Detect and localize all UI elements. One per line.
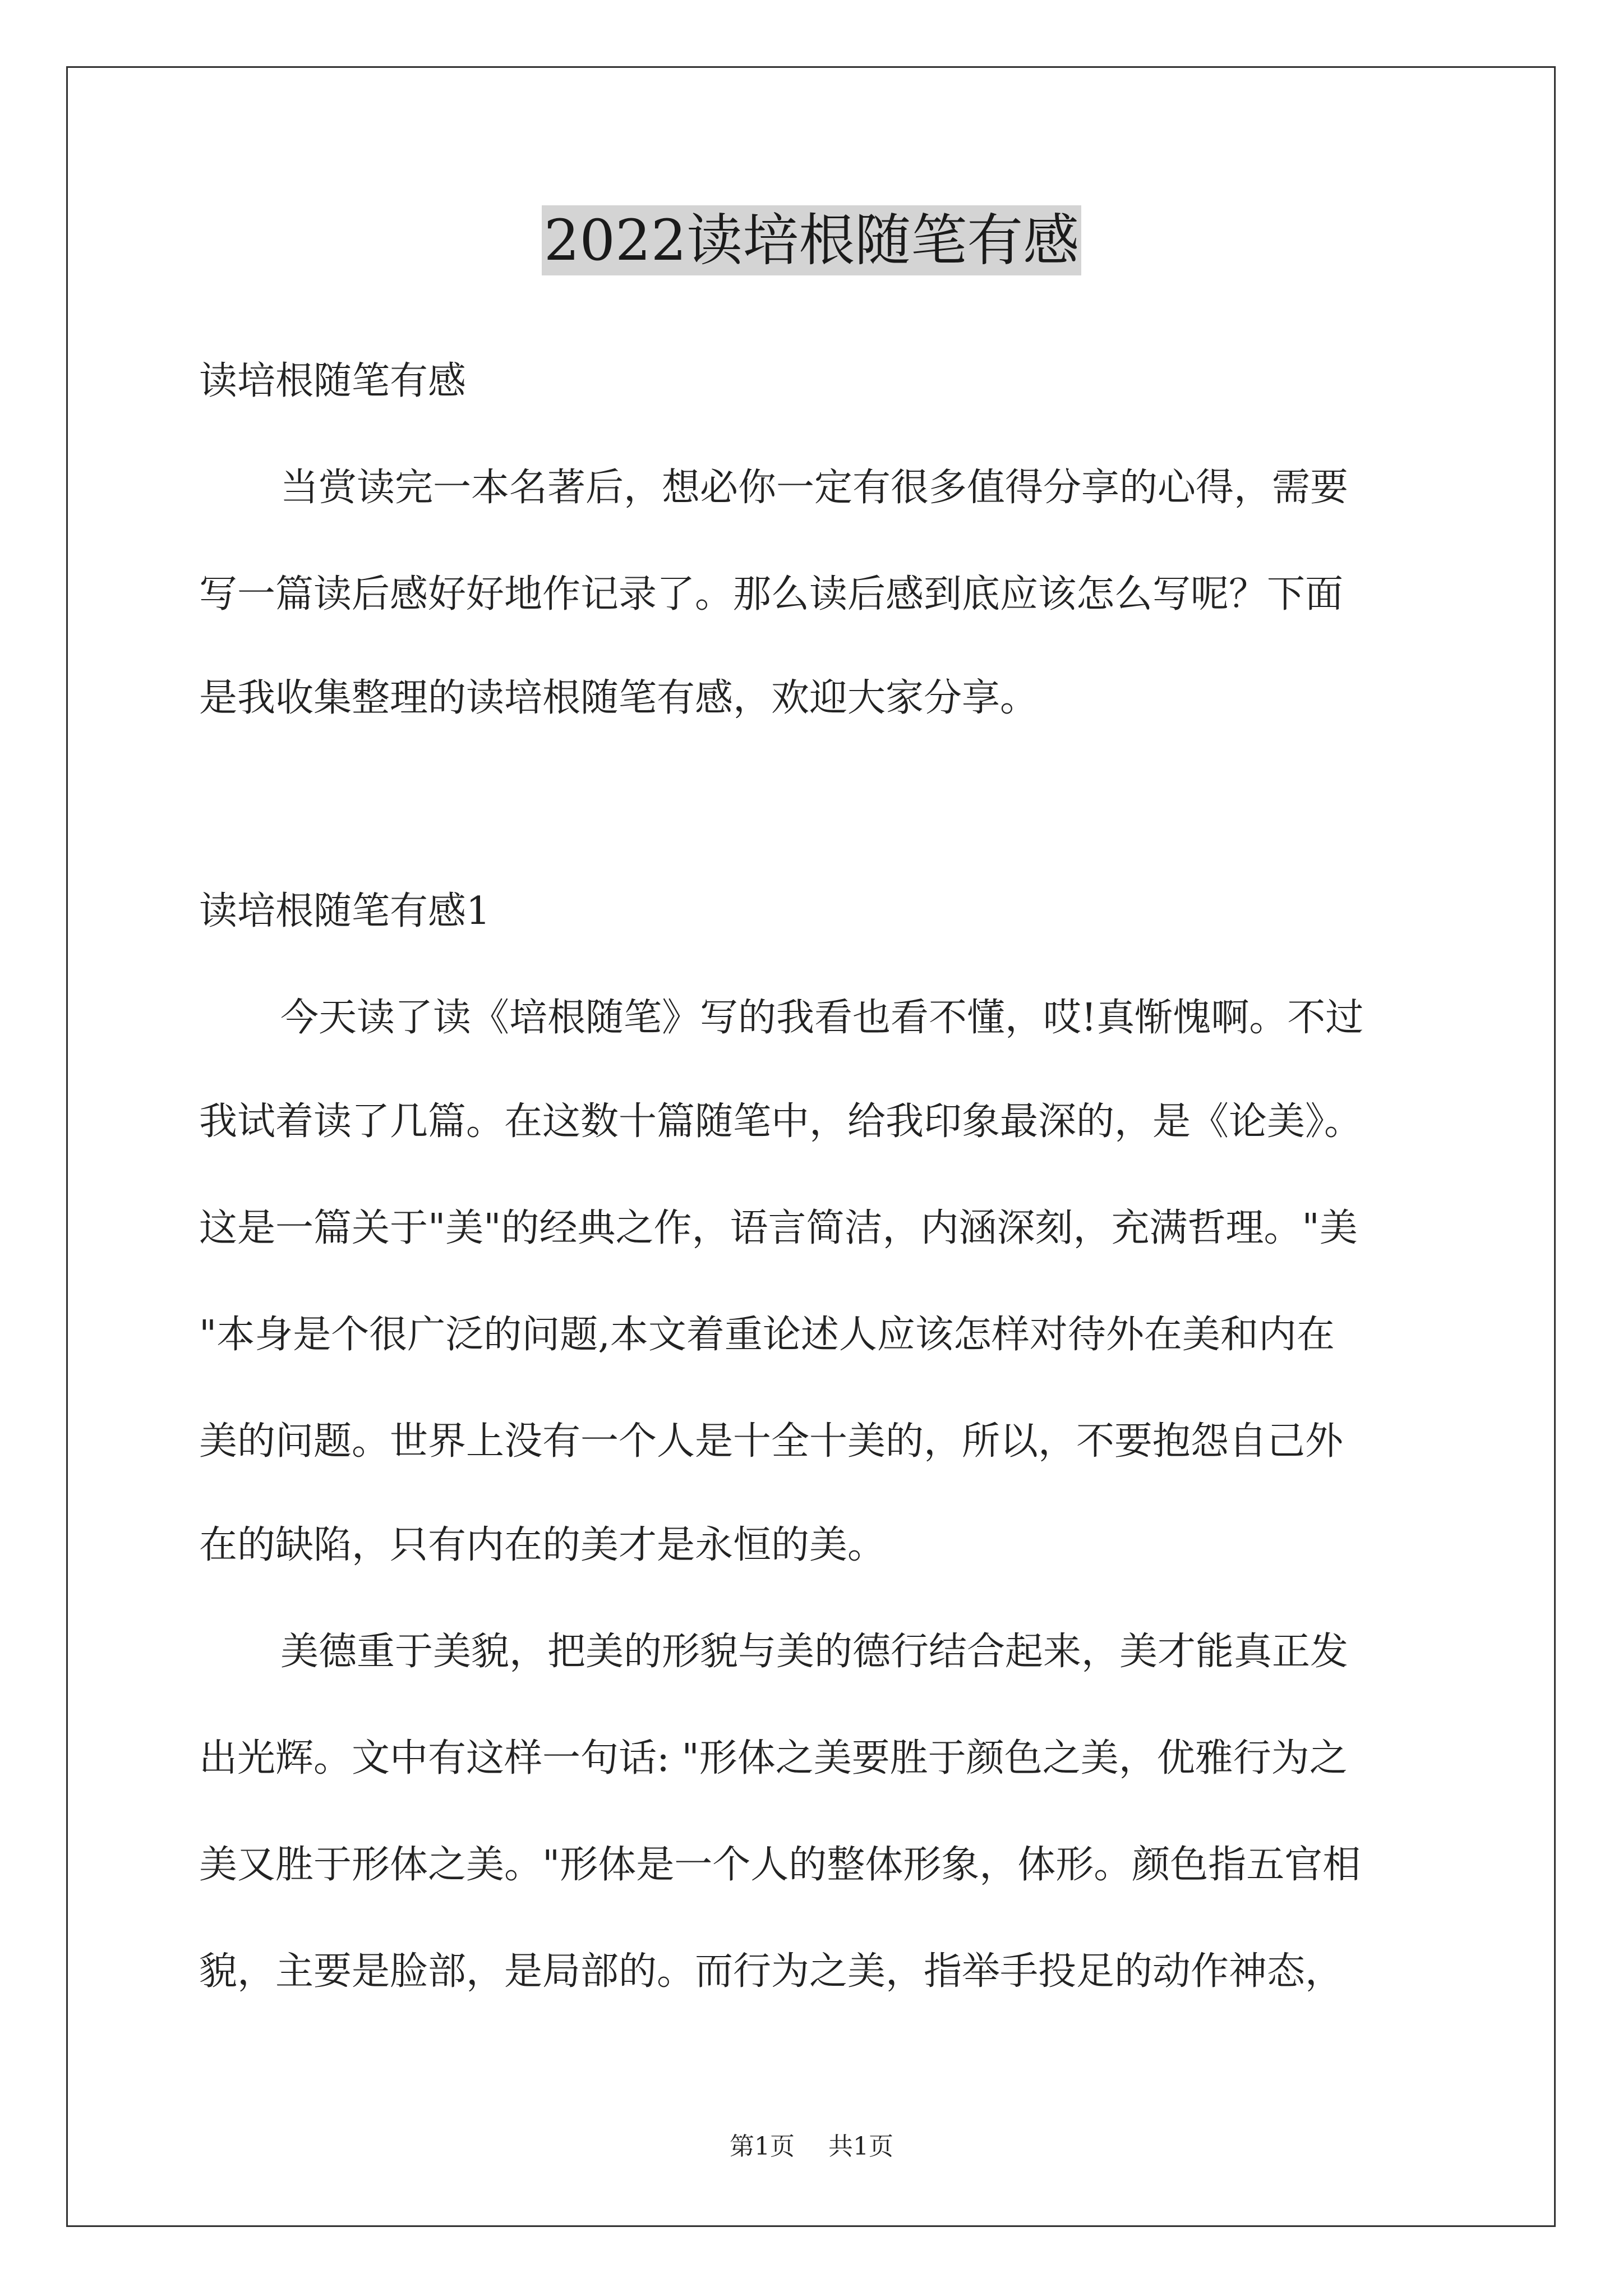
paragraph-line: 写一篇读后感好好地作记录了。那么读后感到底应该怎么写呢？下面 [199, 572, 1344, 616]
page-total: 共1页 [828, 2132, 893, 2161]
page-footer [0, 2132, 1623, 2162]
section-heading: 读培根随笔有感 [199, 359, 467, 403]
paragraph-line: 出光辉。文中有这样一句话: "形体之美要胜于颜色之美，优雅行为之 [199, 1736, 1348, 1780]
paragraph-line: 美的问题。世界上没有一个人是十全十美的，所以，不要抱怨自己外 [199, 1419, 1344, 1464]
section-heading: 读培根随笔有感1 [199, 889, 491, 933]
paragraph-line: 今天读了读《培根随笔》写的我看也看不懂，哎!真惭愧啊。不过 [280, 996, 1364, 1040]
paragraph-line: 美又胜于形体之美。"形体是一个人的整体形象，体形。颜色指五官相 [199, 1843, 1361, 1887]
paragraph-line: 是我收集整理的读培根随笔有感，欢迎大家分享。 [199, 676, 1039, 720]
paragraph-line: 当赏读完一本名著后，想必你一定有很多值得分享的心得，需要 [280, 466, 1349, 510]
paragraph-line: 美德重于美貌，把美的形貌与美的德行结合起来，美才能真正发 [280, 1630, 1349, 1674]
paragraph-line: 貌，主要是脸部，是局部的。而行为之美，指举手投足的动作神态， [199, 1949, 1344, 1994]
paragraph-line: "本身是个很广泛的问题,本文着重论述人应该怎样对待外在美和内在 [199, 1313, 1335, 1357]
paragraph-line: 这是一篇关于"美"的经典之作，语言简洁，内涵深刻，充满哲理。"美 [199, 1206, 1358, 1250]
title-container [0, 205, 1623, 275]
document-title: 2022读培根随笔有感 [542, 205, 1082, 275]
paragraph-line: 我试着读了几篇。在这数十篇随笔中，给我印象最深的，是《论美》。 [199, 1099, 1363, 1144]
page-number: 第1页 [730, 2132, 795, 2161]
paragraph-line: 在的缺陷，只有内在的美才是永恒的美。 [199, 1523, 886, 1567]
